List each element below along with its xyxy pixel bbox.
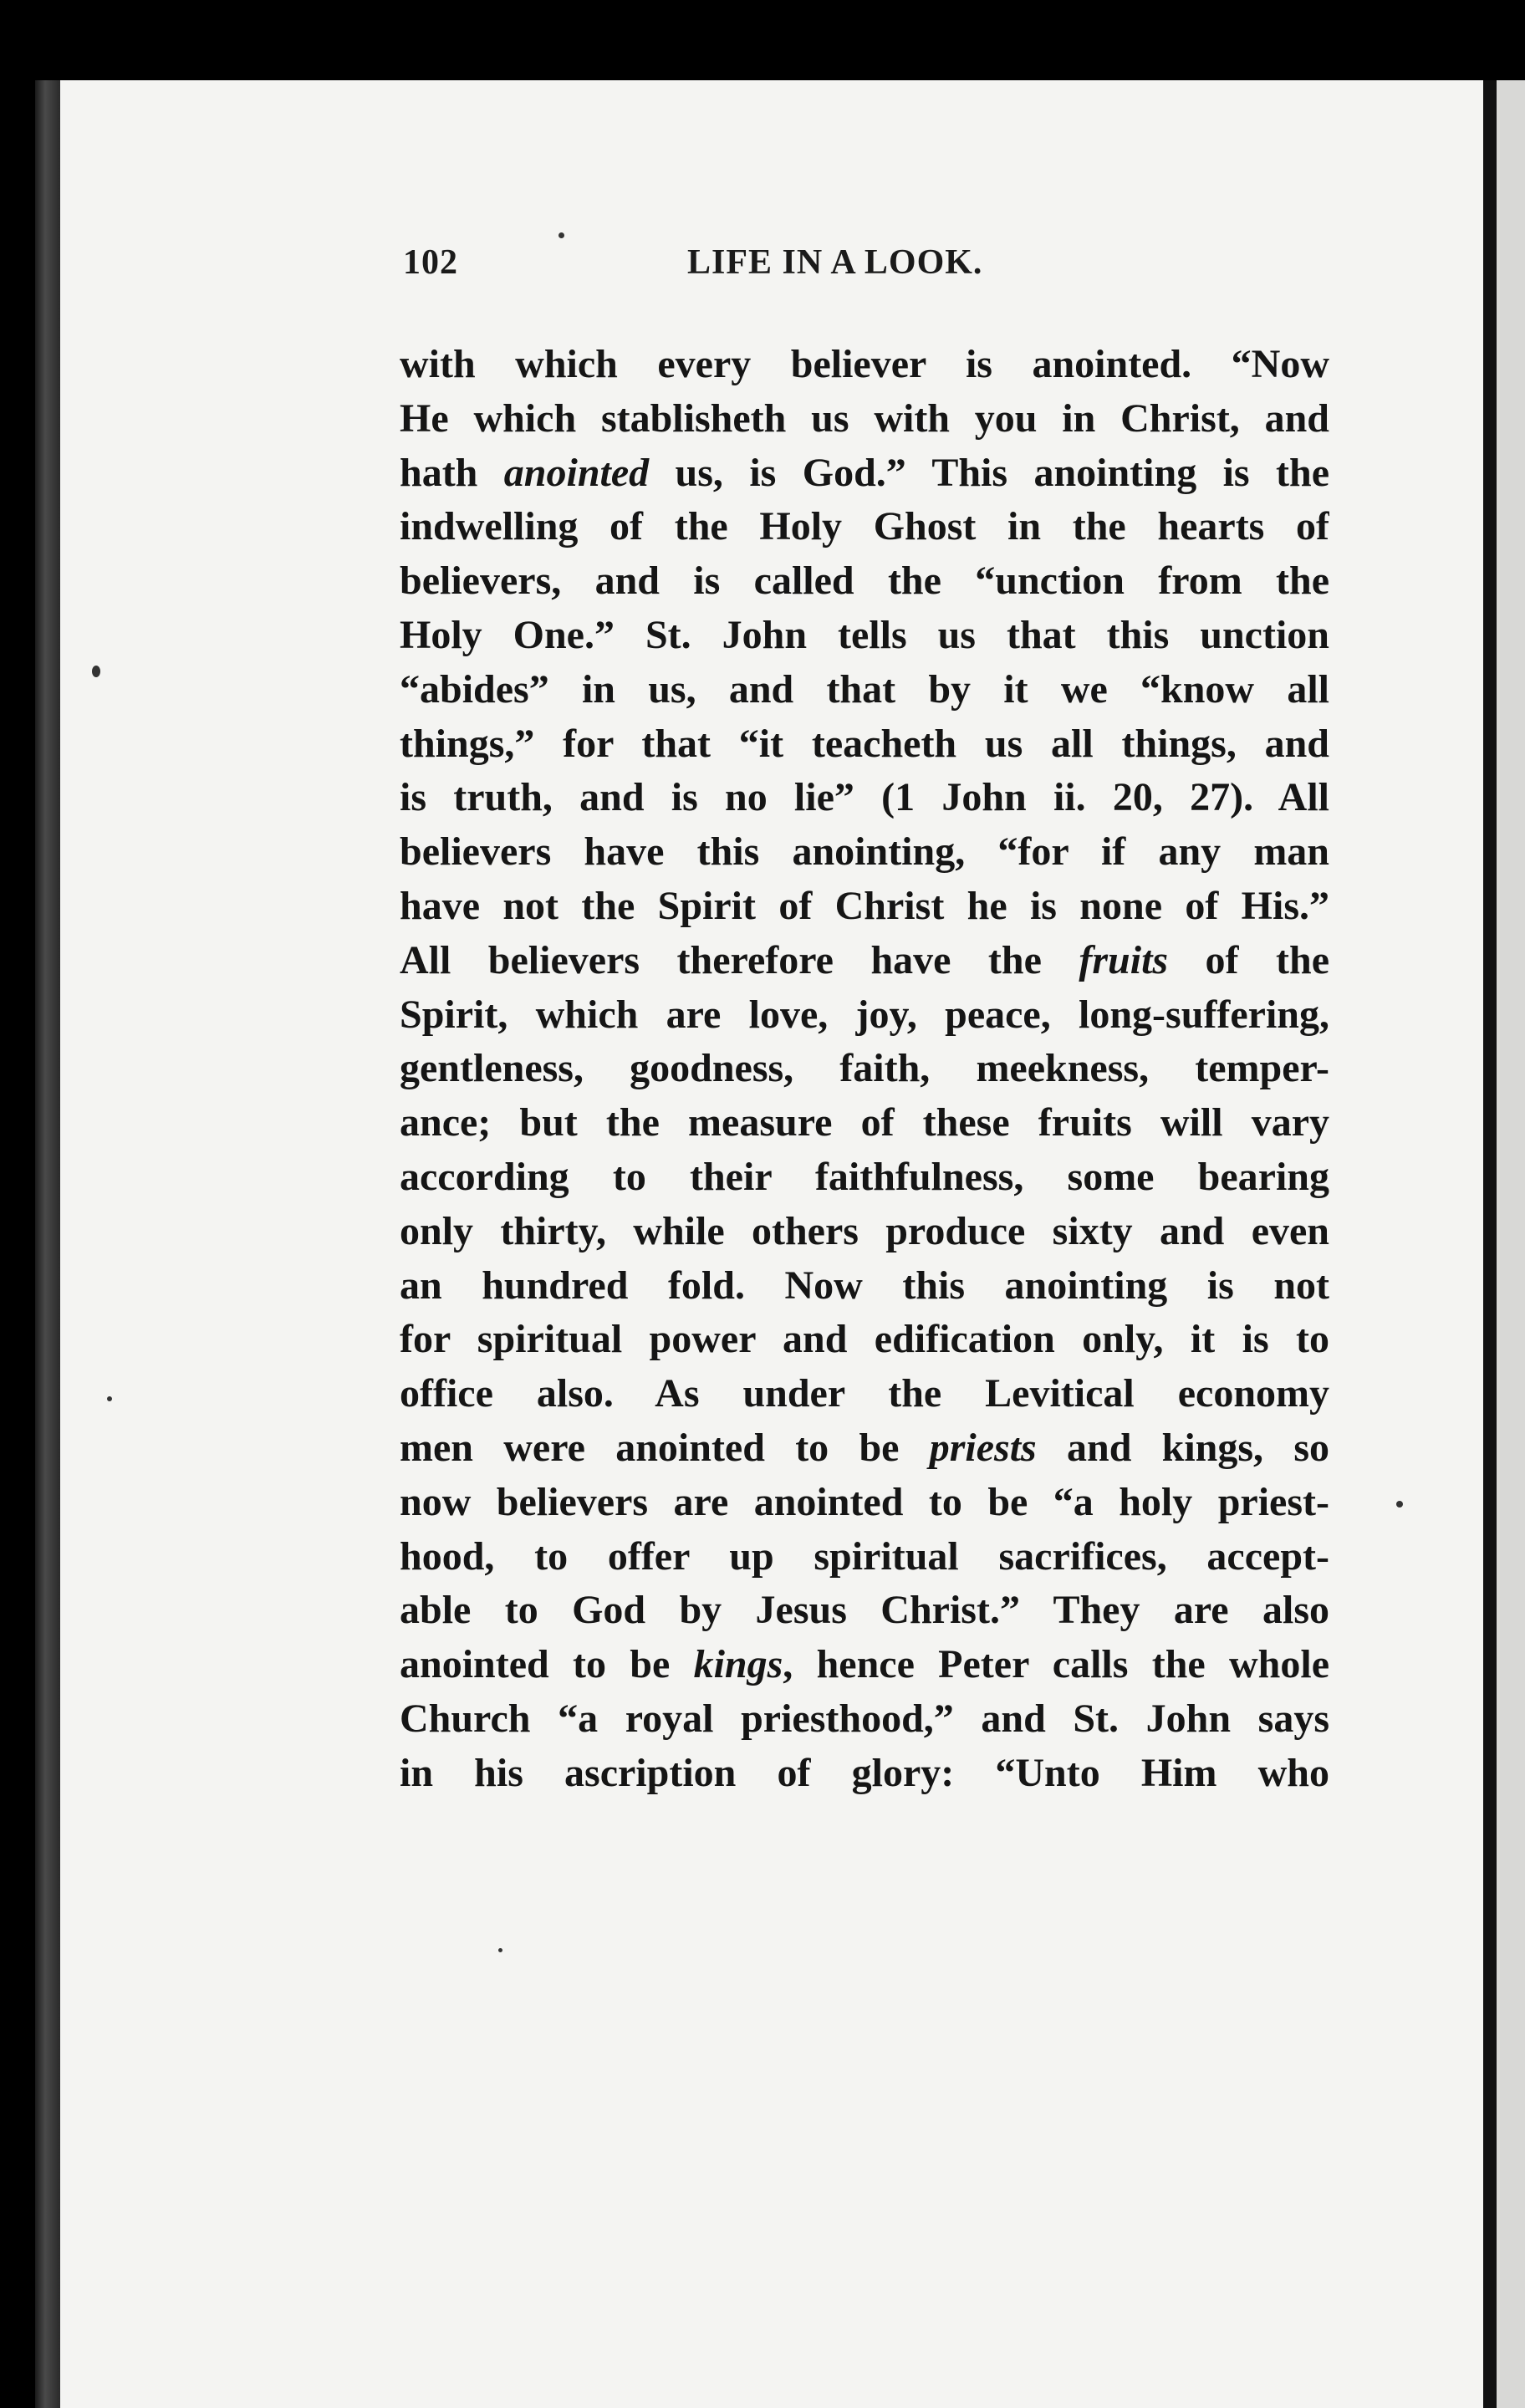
next-page-edge [1497,80,1525,2408]
text-line: office also. As under the Levitical economy [400,1371,1329,1416]
italic-word: anointed [503,450,650,495]
page-header [338,242,1341,293]
book-binding-edge [35,80,60,2408]
text-line: with which every believer is anointed. “Now [400,342,1329,386]
text-line: have not the Spirit of Christ he is none of His.” [400,883,1329,928]
page-right-edge [1483,80,1497,2408]
text-line: gentleness, goodness, faith, meekness, temper- [400,1046,1329,1091]
scan-speck [558,232,564,238]
text-line: hath anointed us, is God.” This anointing is the [400,450,1329,495]
scan-speck [92,666,100,677]
italic-word: priests [929,1425,1037,1470]
text-line: believers, and is called the “unction from the [400,559,1329,604]
text-line: things,” for that “it teacheth us all things, and [400,721,1329,766]
text-line: now believers are anointed to be “a holy priest- [400,1479,1329,1524]
text-line: in his ascription of glory: “Unto Him who [400,1750,1329,1795]
running-head: LIFE IN A LOOK. [687,243,983,282]
text-line: believers have this anointing, “for if any man [400,829,1329,875]
text-line: He which stablisheth us with you in Christ, and [400,395,1329,441]
text-line: is truth, and is no lie” (1 John ii. 20, 27). All [400,775,1329,820]
text-line: only thirty, while others produce sixty and even [400,1208,1329,1253]
text-line: hood, to offer up spiritual sacrifices, accept- [400,1533,1329,1579]
text-line: indwelling of the Holy Ghost in the hearts of [400,504,1329,549]
page-number: 102 [403,243,458,282]
italic-word: fruits [1079,937,1169,982]
text-line: Spirit, which are love, joy, peace, long-suffering, [400,992,1329,1037]
text-line: anointed to be kings, hence Peter calls the whole [400,1642,1329,1687]
text-line: able to God by Jesus Christ.” They are also [400,1588,1329,1633]
text-line: according to their faithfulness, some bearing [400,1154,1329,1199]
scan-speck [498,1948,502,1952]
scan-top-border [0,0,1525,80]
scan-left-border [0,80,35,2408]
scan-speck [107,1396,112,1401]
text-line: ance; but the measure of these fruits will vary [400,1100,1329,1145]
body-text [400,338,1329,1801]
italic-word: kings [693,1642,783,1687]
text-line: Holy One.” St. John tells us that this unction [400,612,1329,657]
text-line: for spiritual power and edification only, it is to [400,1317,1329,1362]
text-line: men were anointed to be priests and kings, so [400,1425,1329,1470]
scan-speck [1396,1501,1403,1508]
text-line: “abides” in us, and that by it we “know all [400,666,1329,712]
text-line: Church “a royal priesthood,” and St. John says [400,1696,1329,1741]
text-line: an hundred fold. Now this anointing is not [400,1263,1329,1308]
text-line: All believers therefore have the fruits of the [400,937,1329,982]
